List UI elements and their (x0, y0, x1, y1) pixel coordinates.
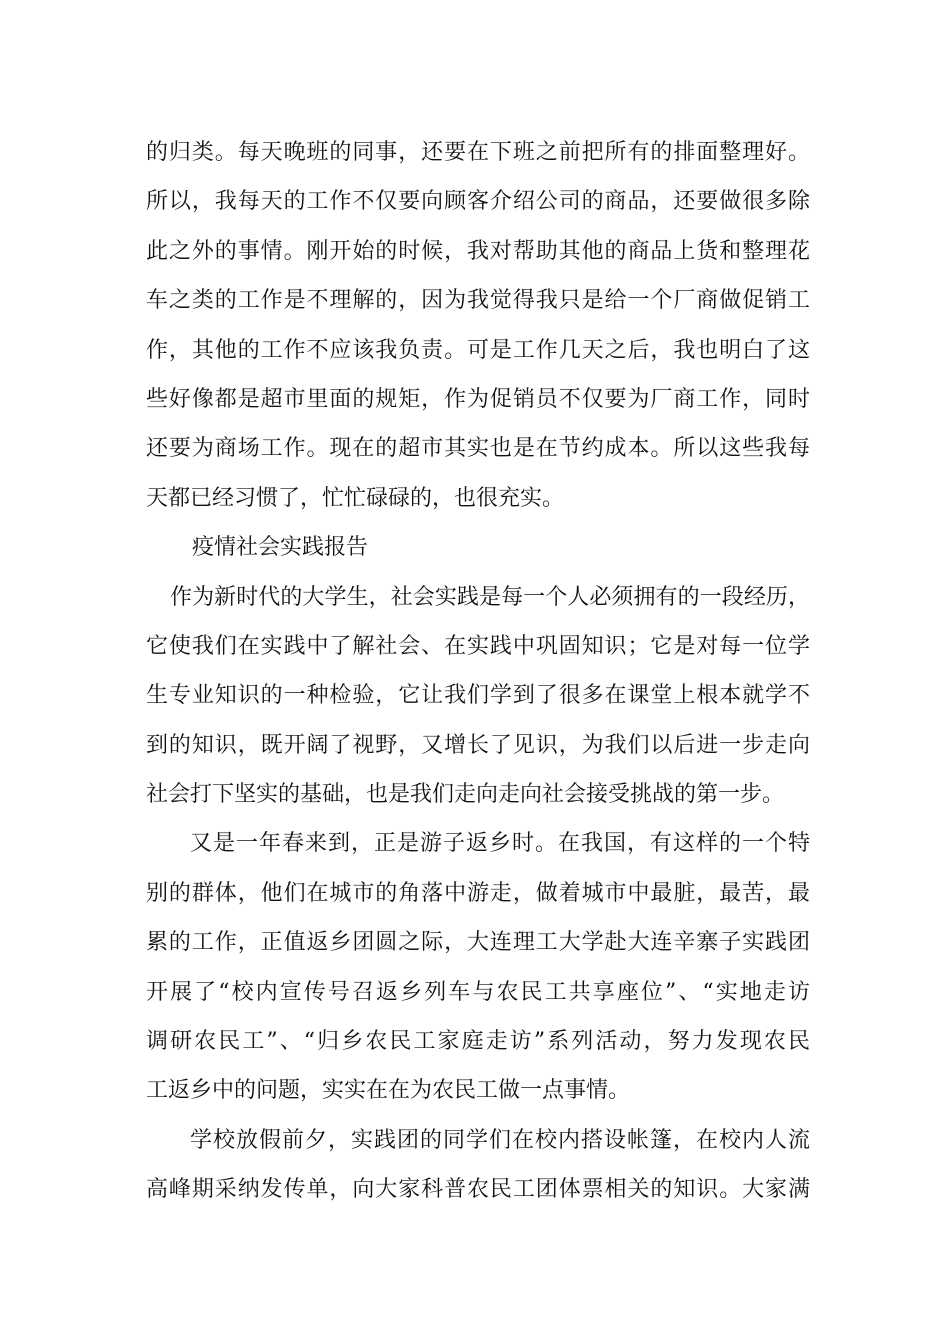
paragraph-line: 还要为商场工作。现在的超市其实也是在节约成本。所以这些我每 (146, 436, 810, 462)
paragraph-line: 作为新时代的大学生，社会实践是每一个人必须拥有的一段经历， (170, 584, 810, 610)
paragraph-line: 调研农民工”、“归乡农民工家庭走访”系列活动，努力发现农民 (146, 1029, 810, 1055)
section-heading: 疫情社会实践报告 (192, 535, 369, 561)
paragraph-line: 学校放假前夕，实践团的同学们在校内搭设帐篷，在校内人流 (190, 1127, 810, 1153)
paragraph-line: 它使我们在实践中了解社会、在实践中巩固知识；它是对每一位学 (146, 633, 810, 659)
paragraph-line: 工返乡中的问题，实实在在为农民工做一点事情。 (146, 1078, 631, 1104)
paragraph-line: 些好像都是超市里面的规矩，作为促销员不仅要为厂商工作，同时 (146, 386, 810, 412)
paragraph-line: 的归类。每天晚班的同事，还要在下班之前把所有的排面整理好。 (146, 140, 810, 165)
paragraph-line: 社会打下坚实的基础，也是我们走向走向社会接受挑战的第一步。 (146, 782, 785, 808)
paragraph-line: 车之类的工作是不理解的，因为我觉得我只是给一个厂商做促销工 (146, 288, 810, 314)
document-body (146, 128, 810, 1215)
paragraph-line: 所以，我每天的工作不仅要向顾客介绍公司的商品，还要做很多除 (146, 189, 810, 215)
paragraph-line: 开展了“校内宣传号召返乡列车与农民工共享座位”、“实地走访 (146, 979, 810, 1005)
paragraph-line: 到的知识，既开阔了视野，又增长了见识，为我们以后进一步走向 (146, 732, 810, 758)
paragraph-line: 别的群体，他们在城市的角落中游走，做着城市中最脏，最苦，最 (146, 880, 810, 906)
paragraph-line: 天都已经习惯了，忙忙碌碌的，也很充实。 (146, 485, 565, 511)
paragraph-line: 高峰期采纳发传单，向大家科普农民工团体票相关的知识。大家满 (146, 1177, 810, 1203)
paragraph-line: 生专业知识的一种检验，它让我们学到了很多在课堂上根本就学不 (146, 683, 810, 709)
paragraph-line: 此之外的事情。刚开始的时候，我对帮助其他的商品上货和整理花 (146, 238, 810, 264)
paragraph-line: 累的工作，正值返乡团圆之际，大连理工大学赴大连辛寨子实践团 (146, 930, 810, 956)
paragraph-line: 又是一年春来到，正是游子返乡时。在我国，有这样的一个特 (190, 831, 810, 857)
paragraph-line: 作，其他的工作不应该我负责。可是工作几天之后，我也明白了这 (146, 337, 810, 363)
